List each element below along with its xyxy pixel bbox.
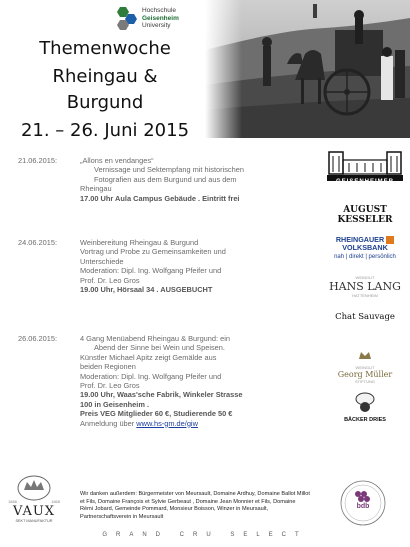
sponsor-sub: WEINGUT bbox=[355, 365, 375, 370]
sponsor-vaux[interactable] bbox=[4, 474, 64, 523]
event-text: Prof. Dr. Leo Gros bbox=[80, 381, 140, 391]
sponsor-sub: WEINGUT bbox=[355, 275, 375, 280]
sponsor-kesseler[interactable]: AUGUST KESSELER bbox=[337, 205, 393, 225]
event-2606 bbox=[18, 334, 318, 444]
event-date: 21.06.2015: bbox=[18, 156, 58, 165]
event-text: Unterschiede bbox=[80, 256, 124, 266]
event-text: 4 Gang Menüabend Rheingau & Burgund: ein bbox=[80, 334, 230, 343]
title-line-2: Rheingau & bbox=[52, 66, 158, 87]
sponsor-chat-sauvage[interactable] bbox=[322, 312, 408, 322]
signup-text: Anmeldung über bbox=[80, 418, 137, 428]
grand-cru-select-footer: GRAND CRU SELECT bbox=[102, 532, 308, 538]
event-2406 bbox=[18, 238, 318, 308]
logo-text: Hochschule Geisenheim University bbox=[142, 7, 179, 29]
vaux-year: 1868 bbox=[51, 499, 60, 504]
event-text: Prof. Dr. Leo Gros bbox=[80, 275, 140, 285]
title-line-3: Burgund bbox=[66, 92, 144, 113]
event-body bbox=[80, 156, 318, 203]
sponsor-name: BÄCKER DRIES bbox=[344, 417, 386, 423]
title-line-1: Themenwoche bbox=[39, 38, 171, 59]
signup-link[interactable]: www.hs-gm.de/giw bbox=[136, 418, 198, 428]
seal-text: bdb bbox=[356, 503, 370, 510]
building-logo-icon bbox=[325, 150, 405, 182]
event-time-location: 19.00 Uhr, Waas'sche Fabrik, Winkeler Strasse bbox=[80, 390, 243, 400]
sponsor-sub: STIFTUNG bbox=[355, 379, 375, 384]
bank-name: RHEINGAUER bbox=[335, 235, 385, 244]
sponsor-volksbank[interactable] bbox=[322, 236, 408, 260]
sponsor-hans-lang[interactable] bbox=[322, 275, 408, 298]
sponsor-baecker-dries[interactable] bbox=[322, 392, 408, 423]
event-text: Moderation: Dipl. Ing. Wolfgang Pfeifer und bbox=[80, 266, 222, 276]
crest-icon bbox=[358, 350, 372, 360]
event-body bbox=[80, 334, 318, 428]
event-price: Preis VEG Mitglieder 60 €, Studierende 50 € bbox=[80, 409, 233, 419]
hexagon-logo-icon bbox=[112, 6, 140, 32]
crown-crest-icon bbox=[14, 474, 54, 502]
sponsor-name: Chat Sauvage bbox=[335, 312, 395, 322]
chef-icon bbox=[350, 392, 380, 414]
event-text: Vortrag und Probe zu Gemeinsamkeiten und bbox=[80, 247, 226, 257]
event-text: Weinbereitung Rheingau & Burgund bbox=[80, 238, 199, 247]
event-date: 26.06.2015: bbox=[18, 334, 58, 343]
historic-harvest-photo bbox=[205, 0, 410, 138]
event-time-location: 17.00 Uhr Aula Campus Gebäude . Eintritt frei bbox=[80, 193, 240, 203]
vaux-year: 1868 bbox=[8, 499, 17, 504]
event-location: 100 in Geisenheim . bbox=[80, 399, 150, 409]
bank-tagline: nah | direkt | persönlich bbox=[334, 254, 396, 261]
event-text: Künstler Michael Apitz zeigt Gemälde aus bbox=[80, 352, 217, 362]
event-text: beiden Regionen bbox=[80, 362, 136, 372]
event-text: Rheingau bbox=[80, 184, 112, 194]
bank-name: VOLKSBANK bbox=[342, 243, 388, 253]
title-dates: 21. – 26. Juni 2015 bbox=[20, 120, 190, 141]
event-text: Vernissage und Sektempfang mit historischen bbox=[94, 165, 244, 175]
thanks-text: Wir danken außerdem: Bürgermeister von Meursault, Domaine Ardhuy, Domaine Ballot Millot et Fils, Domaine François et Sylvie Gerbeaut , Domaine Jean Monnier et Fils, Domaine Rémi Jobard, Gemeinde Pommard, Monsieur Boisson, Winzer in Meursault, Partnerschaftsverein in Meursault bbox=[80, 491, 310, 520]
sponsor-geisenheimer[interactable] bbox=[322, 150, 408, 192]
photo-illustration bbox=[205, 0, 410, 138]
event-text: Moderation: Dipl. Ing. Wolfgang Pfeifer und bbox=[80, 371, 222, 381]
event-time-location: 19.00 Uhr, Hörsaal 34 . AUSGEBUCHT bbox=[80, 285, 213, 295]
event-date: 24.06.2015: bbox=[18, 238, 58, 247]
event-text: „Allons en vendanges“ bbox=[80, 156, 154, 165]
vaux-name: VAUX bbox=[12, 504, 56, 519]
sponsor-name: GEISENHEIMER bbox=[335, 179, 394, 185]
sponsor-name: HANS LANG bbox=[329, 280, 401, 293]
event-2106 bbox=[18, 156, 318, 216]
vaux-sub: SEKT MANUFAKTUR bbox=[15, 519, 53, 523]
event-body bbox=[80, 238, 318, 294]
sponsor-sub: HATTENHEIM bbox=[352, 293, 378, 298]
event-text: Abend der Sinne bei Wein und Speisen. bbox=[94, 343, 225, 353]
sponsor-name: Georg Müller bbox=[337, 370, 393, 379]
event-text: Fotografien aus dem Burgund und aus dem bbox=[94, 174, 237, 184]
sponsor-bdb[interactable] bbox=[328, 478, 398, 528]
sponsor-georg-mueller[interactable] bbox=[322, 347, 408, 384]
